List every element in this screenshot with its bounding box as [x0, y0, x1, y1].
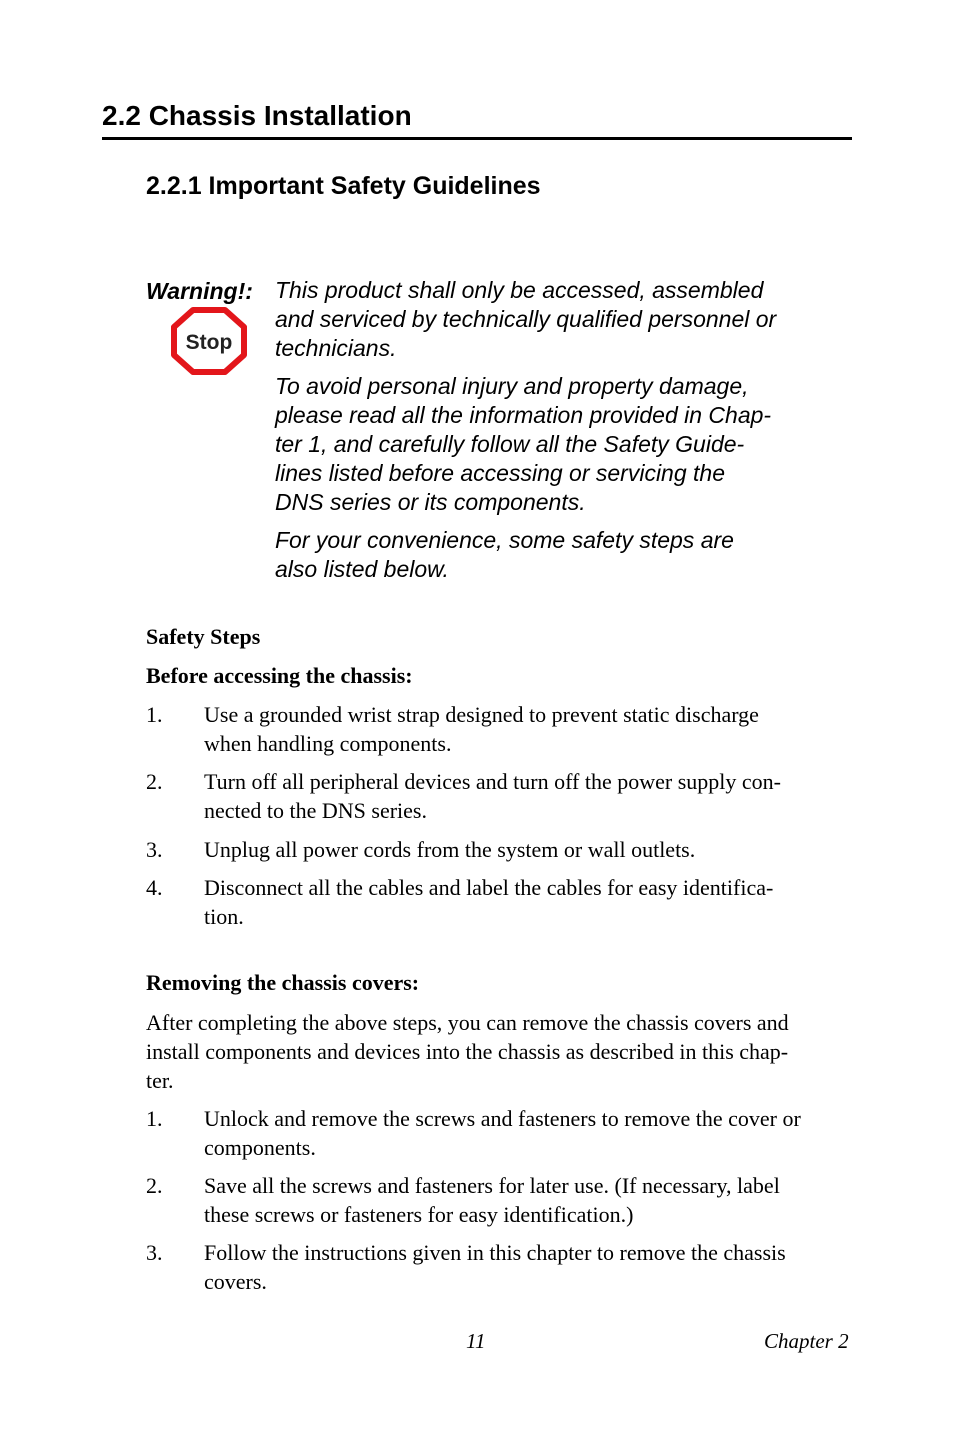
- text-line: Turn off all peripheral devices and turn off the power supply con-: [204, 769, 781, 794]
- stop-sign-icon: [171, 307, 247, 375]
- list-number: 1.: [146, 702, 163, 727]
- text-line: nected to the DNS series.: [204, 798, 427, 823]
- text-line: Disconnect all the cables and label the cables for easy identifica-: [204, 875, 774, 900]
- chapter-label: Chapter 2: [764, 1329, 849, 1353]
- text-line: Unlock and remove the screws and fasteners to remove the cover or: [204, 1106, 801, 1131]
- text-line: To avoid personal injury and property damage,: [275, 373, 749, 399]
- list-number: 4.: [146, 875, 163, 900]
- warning-paragraph-1: [275, 276, 835, 363]
- text-line: and serviced by technically qualified personnel or: [275, 306, 777, 332]
- text-line: Unplug all power cords from the system or wall outlets.: [204, 837, 696, 862]
- text-line: components.: [204, 1135, 316, 1160]
- text-line: DNS series or its components.: [275, 489, 586, 515]
- list-text: [204, 1104, 856, 1162]
- section-divider: [102, 137, 852, 140]
- text-line: tion.: [204, 904, 244, 929]
- page-number: 11: [466, 1329, 486, 1353]
- stop-sign-text: Stop: [185, 331, 233, 354]
- text-line: install components and devices into the chassis as described in this chap-: [146, 1039, 789, 1064]
- list-number: 2.: [146, 769, 163, 794]
- warning-label: Warning!:: [146, 278, 253, 304]
- text-line: these screws or fasteners for easy identification.): [204, 1202, 634, 1227]
- removing-intro-paragraph: [146, 1008, 856, 1095]
- list-number: 3.: [146, 1240, 163, 1265]
- list-text: [204, 700, 856, 758]
- text-line: ter 1, and carefully follow all the Safety Guide-: [275, 431, 745, 457]
- removing-covers-heading: Removing the chassis covers:: [146, 970, 420, 995]
- text-line: also listed below.: [275, 556, 449, 582]
- text-line: Follow the instructions given in this chapter to remove the chassis: [204, 1240, 786, 1265]
- list-text: [204, 1238, 856, 1296]
- safety-steps-heading: Safety Steps: [146, 624, 261, 649]
- text-line: After completing the above steps, you can remove the chassis covers and: [146, 1010, 789, 1035]
- text-line: covers.: [204, 1269, 267, 1294]
- warning-paragraph-2: [275, 372, 835, 517]
- text-line: For your convenience, some safety steps are: [275, 527, 734, 553]
- list-text: [204, 835, 856, 864]
- list-text: [204, 873, 856, 931]
- text-line: please read all the information provided in Chap-: [275, 402, 772, 428]
- text-line: Save all the screws and fasteners for later use. (If necessary, label: [204, 1173, 780, 1198]
- list-text: [204, 767, 856, 825]
- text-line: ter.: [146, 1068, 174, 1093]
- text-line: when handling components.: [204, 731, 452, 756]
- warning-paragraph-3: [275, 526, 835, 584]
- text-line: lines listed before accessing or servicing the: [275, 460, 726, 486]
- list-number: 1.: [146, 1106, 163, 1131]
- text-line: This product shall only be accessed, assembled: [275, 277, 764, 303]
- section-title: 2.2 Chassis Installation: [102, 100, 412, 131]
- text-line: Use a grounded wrist strap designed to prevent static discharge: [204, 702, 759, 727]
- before-accessing-heading: Before accessing the chassis:: [146, 663, 413, 688]
- list-text: [204, 1171, 856, 1229]
- text-line: technicians.: [275, 335, 397, 361]
- list-number: 2.: [146, 1173, 163, 1198]
- subsection-title: 2.2.1 Important Safety Guidelines: [146, 172, 541, 200]
- list-number: 3.: [146, 837, 163, 862]
